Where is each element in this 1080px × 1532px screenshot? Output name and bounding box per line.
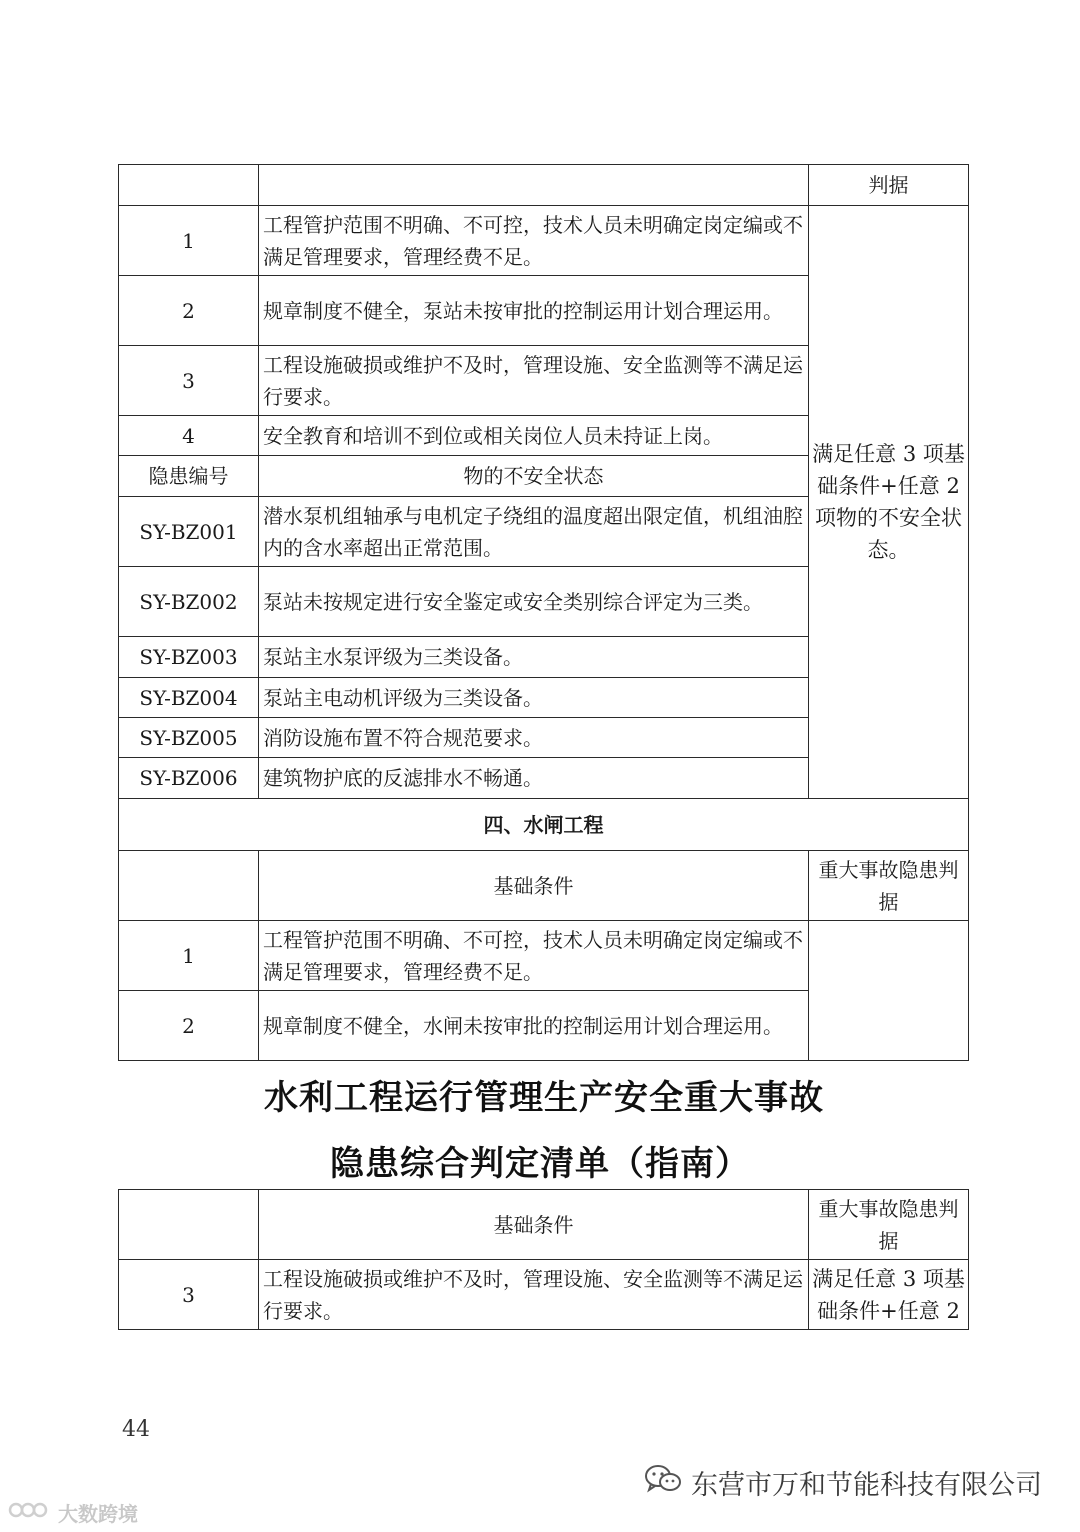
header-cell-criteria: 判据 (809, 165, 969, 206)
table-row (119, 1260, 969, 1330)
document-title-line-2: 隐患综合判定清单（指南） (330, 1144, 750, 1184)
row-number: 1 (119, 206, 259, 276)
hazard-id: SY-BZ006 (119, 758, 259, 799)
document-title-line-1: 水利工程运行管理生产安全重大事故 (264, 1078, 824, 1118)
hazard-text: 泵站主水泵评级为三类设备。 (259, 637, 809, 678)
table-row (119, 921, 969, 991)
row-text: 工程设施破损或维护不及时，管理设施、安全监测等不满足运行要求。 (259, 1260, 809, 1330)
row-text: 规章制度不健全，泵站未按审批的控制运用计划合理运用。 (259, 276, 809, 346)
row-number: 3 (119, 1260, 259, 1330)
wechat-watermark (643, 1462, 1042, 1502)
hazard-id: SY-BZ001 (119, 497, 259, 567)
row-text: 安全教育和培训不到位或相关岗位人员未持证上岗。 (259, 416, 809, 456)
hazard-id: SY-BZ003 (119, 637, 259, 678)
row-text: 工程管护范围不明确、不可控，技术人员未明确定岗定编或不满足管理要求，管理经费不足。 (259, 206, 809, 276)
header-cell-empty-1 (119, 165, 259, 206)
hazard-id: SY-BZ005 (119, 718, 259, 758)
table-header-row (119, 165, 969, 206)
header-criteria: 重大事故隐患判据 (809, 1190, 969, 1260)
hazard-text: 消防设施布置不符合规范要求。 (259, 718, 809, 758)
hazard-text: 建筑物护底的反滤排水不畅通。 (259, 758, 809, 799)
row-text: 工程设施破损或维护不及时，管理设施、安全监测等不满足运行要求。 (259, 346, 809, 416)
section-heading: 四、水闸工程 (119, 799, 969, 851)
header-basic-conditions: 基础条件 (259, 1190, 809, 1260)
watermark-brand: 大数跨境 (58, 1501, 138, 1526)
logo-icon (8, 1498, 54, 1527)
hazard-id: SY-BZ002 (119, 567, 259, 637)
row-number: 2 (119, 991, 259, 1061)
criteria-cell: 满足任意 3 项基础条件+任意 2 (809, 1260, 969, 1330)
header-basic-conditions: 基础条件 (259, 851, 809, 921)
criteria-table-bottom (118, 1189, 969, 1330)
subheader-hazard-id: 隐患编号 (119, 456, 259, 497)
hazard-text: 泵站主电动机评级为三类设备。 (259, 678, 809, 718)
table-row (119, 206, 969, 276)
row-number: 3 (119, 346, 259, 416)
hazard-text: 潜水泵机组轴承与电机定子绕组的温度超出限定值，机组油腔内的含水率超出正常范围。 (259, 497, 809, 567)
watermark-company-name: 东营市万和节能科技有限公司 (691, 1469, 1042, 1501)
hazard-id: SY-BZ004 (119, 678, 259, 718)
header-cell-empty (119, 851, 259, 921)
criteria-table-top (118, 164, 969, 1061)
wechat-icon (643, 1463, 683, 1502)
subheader-unsafe-state: 物的不安全状态 (259, 456, 809, 497)
hazard-text: 泵站未按规定进行安全鉴定或安全类别综合评定为三类。 (259, 567, 809, 637)
criteria-cell-empty (809, 921, 969, 1061)
header-cell-empty (119, 1190, 259, 1260)
criteria-cell: 满足任意 3 项基础条件+任意 2 项物的不安全状态。 (809, 206, 969, 799)
table-header-row (119, 1190, 969, 1260)
section-header-row (119, 851, 969, 921)
header-cell-empty-2 (259, 165, 809, 206)
section-row (119, 799, 969, 851)
row-number: 4 (119, 416, 259, 456)
row-number: 1 (119, 921, 259, 991)
row-text: 规章制度不健全，水闸未按审批的控制运用计划合理运用。 (259, 991, 809, 1061)
page-number: 44 (122, 1417, 150, 1442)
header-criteria: 重大事故隐患判据 (809, 851, 969, 921)
row-text: 工程管护范围不明确、不可控，技术人员未明确定岗定编或不满足管理要求，管理经费不足。 (259, 921, 809, 991)
row-number: 2 (119, 276, 259, 346)
corner-watermark (8, 1498, 138, 1526)
